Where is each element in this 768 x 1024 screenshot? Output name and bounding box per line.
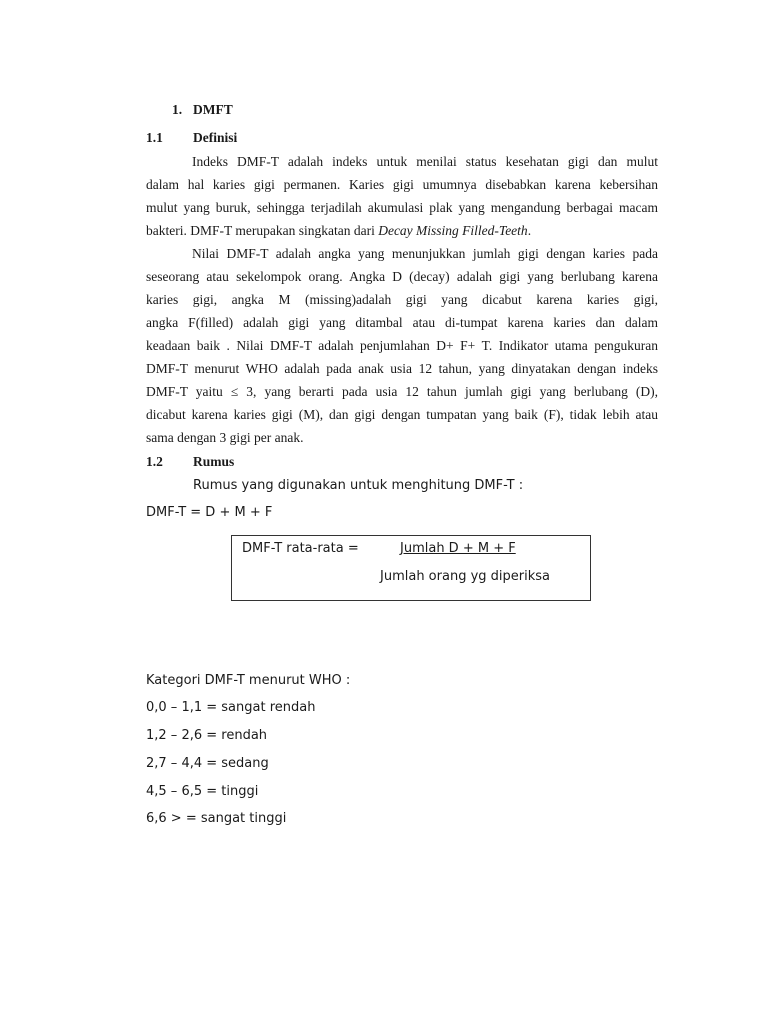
rumus-formula: DMF-T = D + M + F [146,505,273,520]
paragraph-definisi-1 [146,150,658,242]
paragraph-line: Indeks DMF-T adalah indeks untuk menilai status kesehatan gigi dan mulut [192,154,658,169]
paragraph-line: keadaan baik . Nilai DMF-T adalah penjumlahan D+ F+ T. Indikator utama pengukuran [146,338,658,353]
kategori-item: 4,5 – 6,5 = tinggi [146,784,259,799]
paragraph-line: sama dengan 3 gigi per anak. [146,430,304,445]
rumus-intro: Rumus yang digunakan untuk menghitung DMF-T : [193,478,524,493]
section-title-rumus: Rumus [193,454,235,469]
paragraph-line: karies gigi, angka M (missing)adalah gigi yang dicabut karena karies gigi, [146,292,658,307]
formula-denominator: Jumlah orang yg diperiksa [380,569,550,584]
paragraph-text: bakteri. DMF-T merupakan singkatan dari [146,223,379,238]
formula-label: DMF-T rata-rata = [242,541,359,556]
italic-term: Decay Missing Filled-Teeth [378,223,528,238]
paragraph-line: mulut yang buruk, sehingga terjadilah akumulasi plak yang mengandung berbagai macam [146,200,658,215]
kategori-item: 0,0 – 1,1 = sangat rendah [146,700,316,715]
kategori-item: 1,2 – 2,6 = rendah [146,728,268,743]
paragraph-line: seseorang atau sekelompok orang. Angka D (decay) adalah gigi yang berlubang karena [146,269,658,284]
section-number-1-1: 1.1 [146,130,163,145]
formula-numerator: Jumlah D + M + F [400,541,516,556]
paragraph-line: dicabut karena karies gigi (M), dan gigi dengan tumpatan yang baik (F), tidak lebih atau [146,407,658,422]
paragraph-line [146,219,658,242]
kategori-title: Kategori DMF-T menurut WHO : [146,673,351,688]
heading-title: DMFT [193,102,233,117]
section-number-1-2: 1.2 [146,454,163,469]
paragraph-line: DMF-T menurut WHO adalah pada anak usia 12 tahun, yang dinyatakan dengan indeks [146,361,658,376]
heading-number: 1. [172,102,183,117]
paragraph-definisi-2 [146,242,658,449]
formula-box [231,535,591,601]
kategori-item: 6,6 > = sangat tinggi [146,811,287,826]
paragraph-line: dalam hal karies gigi permanen. Karies gigi umumnya disebabkan karena kebersihan [146,177,658,192]
paragraph-line: angka F(filled) adalah gigi yang ditambal atau di-tumpat karena karies dan dalam [146,315,658,330]
paragraph-text: . [527,223,532,238]
kategori-item: 2,7 – 4,4 = sedang [146,756,269,771]
paragraph-line: DMF-T yaitu ≤ 3, yang berarti pada usia 12 tahun jumlah gigi yang berlubang (D), [146,384,658,399]
section-title-definisi: Definisi [193,130,238,145]
paragraph-line: Nilai DMF-T adalah angka yang menunjukkan jumlah gigi dengan karies pada [192,246,658,261]
